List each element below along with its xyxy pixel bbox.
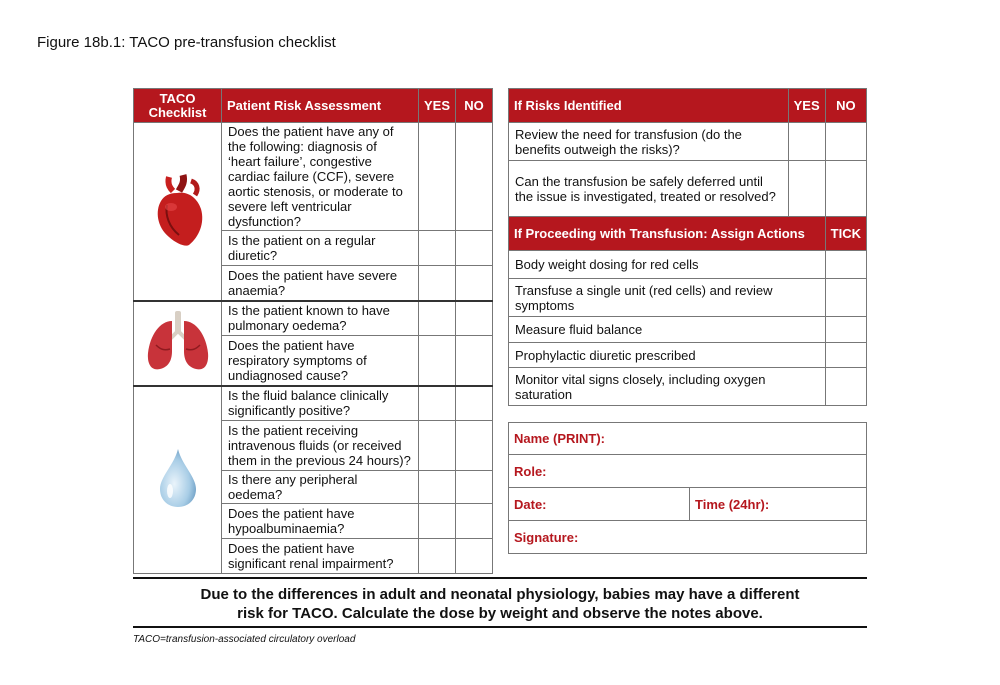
question-respiratory-symptoms: Does the patient have respiratory symptoms of undiagnosed cause?: [222, 336, 419, 386]
yes-checkbox[interactable]: [418, 504, 455, 539]
no-checkbox[interactable]: [456, 421, 493, 471]
if-risks-identified-header: If Risks Identified: [509, 89, 789, 123]
col-no: NO: [456, 89, 493, 123]
heart-icon: [147, 171, 209, 249]
no-checkbox[interactable]: [825, 161, 866, 217]
col-patient-risk-assessment: Patient Risk Assessment: [222, 89, 419, 123]
time-field[interactable]: [690, 488, 867, 521]
yes-checkbox[interactable]: [418, 123, 455, 231]
neonatal-note: [133, 577, 867, 628]
question-peripheral-oedema: Is there any peripheral oedema?: [222, 471, 419, 504]
patient-risk-assessment-table: [133, 88, 493, 574]
yes-checkbox[interactable]: [418, 301, 455, 336]
assign-actions-header: If Proceeding with Transfusion: Assign Actions: [509, 217, 826, 251]
date-field[interactable]: [509, 488, 690, 521]
table-row: [134, 386, 493, 421]
question-fluid-balance: Is the fluid balance clinically significantly positive?: [222, 386, 419, 421]
yes-checkbox[interactable]: [788, 123, 825, 161]
no-checkbox[interactable]: [456, 336, 493, 386]
question-pulmonary-oedema: Is the patient known to have pulmonary oedema?: [222, 301, 419, 336]
question-diuretic: Is the patient on a regular diuretic?: [222, 231, 419, 266]
yes-checkbox[interactable]: [788, 161, 825, 217]
col-tick: TICK: [825, 217, 866, 251]
footnote: TACO=transfusion-associated circulatory overload: [133, 634, 356, 645]
table-row: [509, 161, 867, 217]
signature-label: Signature:: [514, 529, 579, 545]
question-hypoalbuminaemia: Does the patient have hypoalbuminaemia?: [222, 504, 419, 539]
yes-checkbox[interactable]: [418, 266, 455, 301]
col-taco-checklist: TACO Checklist: [134, 89, 222, 123]
yes-checkbox[interactable]: [418, 539, 455, 574]
col-yes: YES: [418, 89, 455, 123]
no-checkbox[interactable]: [825, 123, 866, 161]
table-row: [509, 123, 867, 161]
question-intravenous-fluids: Is the patient receiving intravenous fluids (or received them in the previous 24 hours)?: [222, 421, 419, 471]
time-label: Time (24hr):: [695, 496, 770, 512]
question-anaemia: Does the patient have severe anaemia?: [222, 266, 419, 301]
action-body-weight-dosing: Body weight dosing for red cells: [509, 251, 826, 279]
tick-checkbox[interactable]: [825, 317, 866, 343]
yes-checkbox[interactable]: [418, 421, 455, 471]
lungs-icon-cell: [134, 301, 222, 386]
signature-field[interactable]: [509, 521, 867, 554]
role-field[interactable]: [509, 455, 867, 488]
heart-icon-cell: [134, 123, 222, 301]
risk-item-defer-transfusion: Can the transfusion be safely deferred until the issue is investigated, treated or resolved?: [509, 161, 789, 217]
action-fluid-balance: Measure fluid balance: [509, 317, 826, 343]
no-checkbox[interactable]: [456, 504, 493, 539]
tick-checkbox[interactable]: [825, 251, 866, 279]
water-drop-icon-cell: [134, 386, 222, 574]
tick-checkbox[interactable]: [825, 368, 866, 406]
no-checkbox[interactable]: [456, 386, 493, 421]
water-drop-icon: [156, 447, 200, 509]
tick-checkbox[interactable]: [825, 343, 866, 368]
col-yes: YES: [788, 89, 825, 123]
yes-checkbox[interactable]: [418, 471, 455, 504]
no-checkbox[interactable]: [456, 123, 493, 231]
table-row: [509, 368, 867, 406]
yes-checkbox[interactable]: [418, 231, 455, 266]
table-row: [134, 123, 493, 231]
table-row: [509, 343, 867, 368]
date-label: Date:: [514, 496, 547, 512]
note-line-2: risk for TACO. Calculate the dose by weight and observe the notes above.: [237, 605, 763, 622]
tick-checkbox[interactable]: [825, 279, 866, 317]
table-row: [134, 301, 493, 336]
action-single-unit: Transfuse a single unit (red cells) and review symptoms: [509, 279, 826, 317]
col-no: NO: [825, 89, 866, 123]
sign-off-form: [508, 422, 867, 554]
table-row: [509, 279, 867, 317]
lungs-icon: [142, 309, 214, 375]
table-row: [509, 317, 867, 343]
no-checkbox[interactable]: [456, 301, 493, 336]
no-checkbox[interactable]: [456, 231, 493, 266]
no-checkbox[interactable]: [456, 539, 493, 574]
action-prophylactic-diuretic: Prophylactic diuretic prescribed: [509, 343, 826, 368]
name-label: Name (PRINT):: [514, 431, 606, 446]
note-line-1: Due to the differences in adult and neonatal physiology, babies may have a different: [200, 586, 800, 603]
yes-checkbox[interactable]: [418, 336, 455, 386]
risks-and-actions-table: [508, 88, 867, 406]
no-checkbox[interactable]: [456, 471, 493, 504]
figure-title: Figure 18b.1: TACO pre-transfusion checklist: [37, 34, 336, 51]
table-row: [509, 251, 867, 279]
risk-item-review-need: Review the need for transfusion (do the benefits outweigh the risks)?: [509, 123, 789, 161]
no-checkbox[interactable]: [456, 266, 493, 301]
question-renal-impairment: Does the patient have significant renal impairment?: [222, 539, 419, 574]
name-field[interactable]: [509, 423, 867, 455]
role-label: Role:: [514, 463, 547, 479]
action-monitor-vitals: Monitor vital signs closely, including oxygen saturation: [509, 368, 826, 406]
yes-checkbox[interactable]: [418, 386, 455, 421]
question-heart-failure: Does the patient have any of the following: diagnosis of ‘heart failure’, congestive cardiac failure (CCF), severe aortic stenosis, or moderate to severe left ventricular dysfunction?: [222, 123, 419, 231]
